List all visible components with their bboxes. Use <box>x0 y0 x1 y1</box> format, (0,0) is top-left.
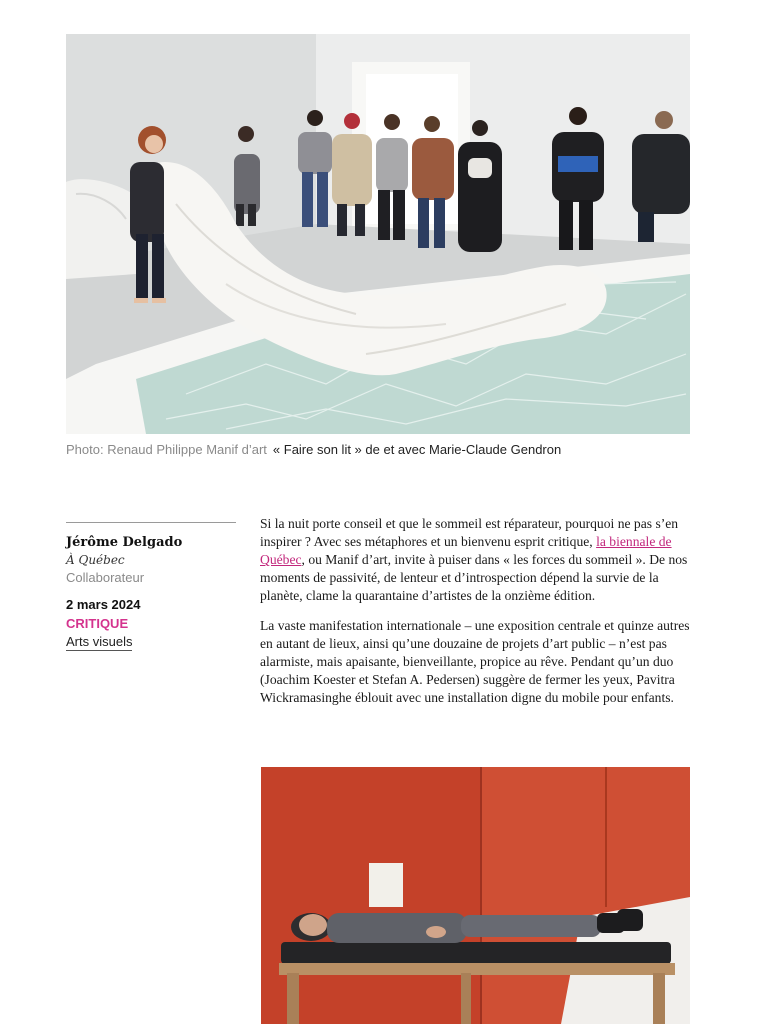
paragraph-2: La vaste manifestation internationale – une exposition centrale et quinze autres en autant de lieux, ainsi qu’une douzaine de projets d’art public – n’est pas alarmiste, mais apaisante, bienveillante, propice au rêve. Pendant qu’un duo (Joachim Koester et Stefan A. Pedersen) suggère de fermer les yeux, Pavitra Wickramasinghe éblouit avec une installation digne du mobile pour enfants. <box>260 618 690 705</box>
second-photo <box>261 767 690 1024</box>
article-body <box>260 515 700 719</box>
photo-title: « Faire son lit » de et avec Marie-Claude Gendron <box>272 442 562 457</box>
author-location: À Québec <box>66 553 125 567</box>
section-link[interactable]: Arts visuels <box>66 634 133 649</box>
photo-caption <box>66 441 706 459</box>
hero-photo <box>66 34 690 434</box>
author-name[interactable]: Jérôme Delgado <box>66 535 183 550</box>
paragraph-1 <box>260 515 700 605</box>
paragraph-1-start: Si la nuit porte conseil et que le sommeil est réparateur, pourquoi ne pas s’en inspirer ? Avec ses métaphores et un bienvenu esprit critique, <box>260 516 679 549</box>
publish-date: 2 mars 2024 <box>66 597 141 612</box>
article-kind: CRITIQUE <box>66 616 129 631</box>
byline <box>66 522 236 651</box>
byline-divider <box>66 522 236 523</box>
author-role: Collaborateur <box>66 570 145 585</box>
biennale-link[interactable]: la biennale de Québec <box>260 534 672 567</box>
second-photo-illustration <box>261 767 690 1024</box>
hero-photo-illustration <box>66 34 690 434</box>
paragraph-1-end: , ou Manif d’art, invite à puiser dans « les forces du sommeil ». De nos moments de passivité, de lenteur et d’introspection dépend la survie de la planète, clame la quarantaine d’artistes de la onzième édition. <box>260 552 688 603</box>
photo-credit: Photo: Renaud Philippe Manif d’art <box>66 442 267 457</box>
